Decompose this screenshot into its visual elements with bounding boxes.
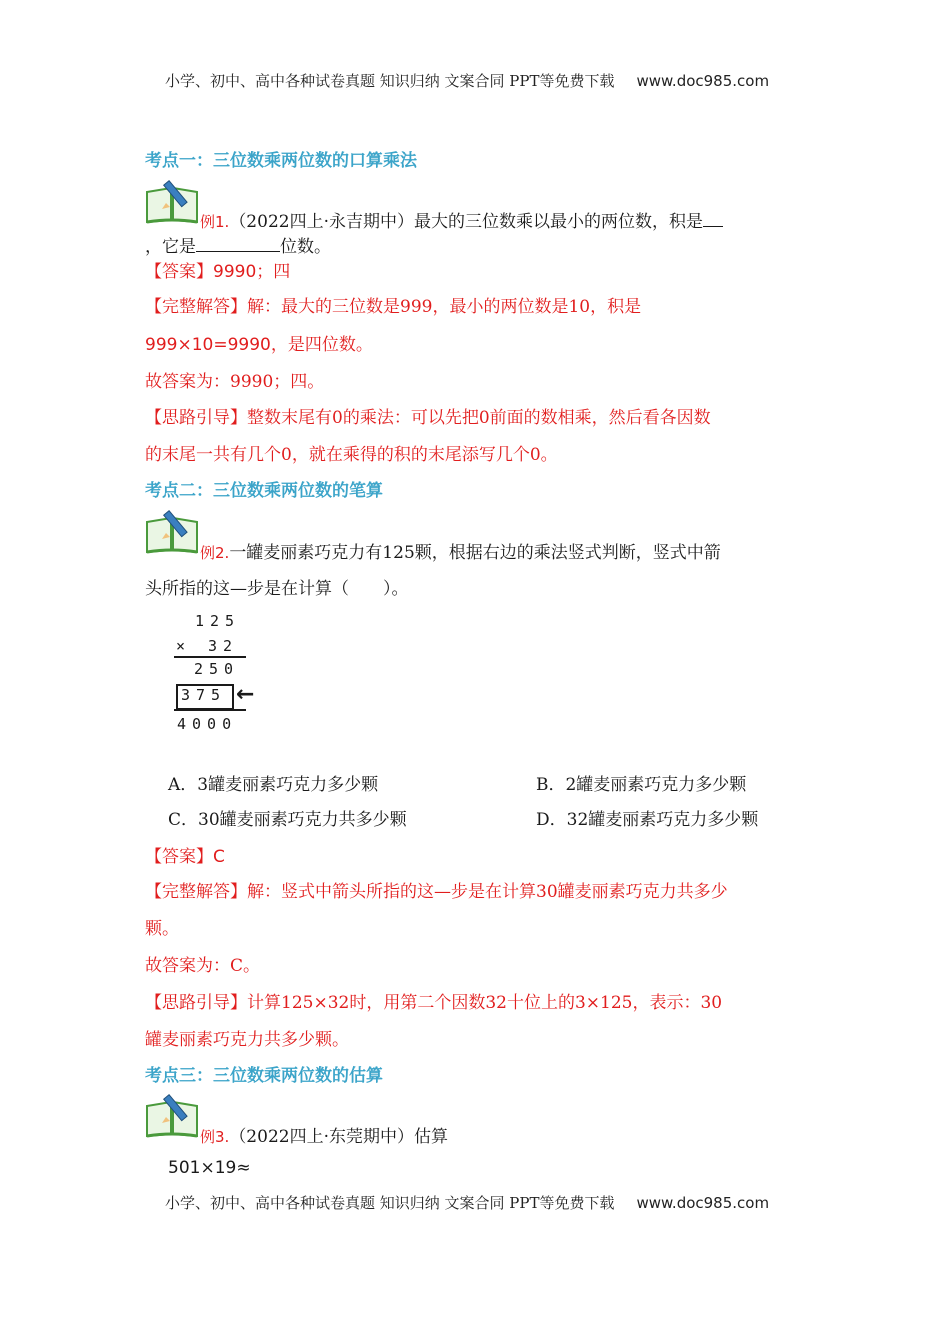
hint-label: 【思路引导】 <box>145 993 247 1013</box>
example-3-expression: 501×19≈ <box>168 1158 251 1178</box>
example-1-question-text-2a: ，它是 <box>145 237 196 257</box>
hint-text: 整数末尾有0的乘法：可以先把0前面的数相乘，然后看各因数 <box>247 408 711 428</box>
example-2-label: 例2. <box>200 544 230 562</box>
page-header <box>165 70 769 91</box>
option-c[interactable]: C．30罐麦丽素巧克力共多少颗 <box>168 810 407 830</box>
page-footer <box>165 1192 769 1213</box>
arrow-left-icon: ← <box>236 682 255 707</box>
multiplicand: 125 <box>195 612 241 630</box>
option-d[interactable]: D．32罐麦丽素巧克力多少颗 <box>536 810 759 830</box>
example-1-blank-1 <box>703 210 723 227</box>
rule-line-1 <box>174 656 246 658</box>
example-1-answer <box>145 257 290 282</box>
answer-label: 【答案】 <box>145 262 213 282</box>
section-title-1: 考点一：三位数乘两位数的口算乘法 <box>145 151 417 171</box>
example-2-answer <box>145 842 225 867</box>
book-pencil-icon <box>144 508 200 554</box>
header-text: 小学、初中、高中各种试卷真题 知识归纳 文案合同 PPT等免费下载 <box>165 72 615 90</box>
example-2-solution-line2: 颗。 <box>145 919 179 939</box>
option-a[interactable]: A．3罐麦丽素巧克力多少颗 <box>168 775 379 795</box>
footer-text: 小学、初中、高中各种试卷真题 知识归纳 文案合同 PPT等免费下载 <box>165 1194 615 1212</box>
rule-line-2 <box>174 709 246 711</box>
solution-label: 【完整解答】 <box>145 882 247 902</box>
example-1-hint-line2: 的末尾一共有几个0，就在乘得的积的末尾添写几个0。 <box>145 445 558 465</box>
example-3-question-line1 <box>200 1122 448 1147</box>
times-sign: × <box>176 637 192 655</box>
answer-label: 【答案】 <box>145 847 213 867</box>
answer-text: 9990；四 <box>213 262 291 282</box>
example-3-label: 例3. <box>200 1128 230 1146</box>
solution-label: 【完整解答】 <box>145 297 247 317</box>
multiplier: 32 <box>208 637 239 655</box>
final-product: 4000 <box>177 715 238 733</box>
example-1-solution-line1 <box>145 292 641 317</box>
book-pencil-icon <box>144 178 200 224</box>
example-3-question-text: （2022四上·东莞期中）估算 <box>229 1127 448 1147</box>
hint-label: 【思路引导】 <box>145 408 247 428</box>
example-2-hint-line2: 罐麦丽素巧克力共多少颗。 <box>145 1030 349 1050</box>
example-2-hint-line1 <box>145 988 722 1013</box>
example-2-question-line1 <box>200 538 721 563</box>
partial-product-2: 375 <box>181 686 227 704</box>
header-site: www.doc985.com <box>636 72 770 90</box>
answer-text: C <box>213 847 225 867</box>
solution-text: 解：竖式中箭头所指的这—步是在计算30罐麦丽素巧克力共多少 <box>247 882 728 902</box>
example-2-solution-line1 <box>145 877 728 902</box>
example-1-question-line1 <box>200 207 723 232</box>
example-1-question-text: （2022四上·永吉期中）最大的三位数乘以最小的两位数，积是 <box>229 212 703 232</box>
example-1-blank-2 <box>196 235 280 252</box>
example-2-question-text: 一罐麦丽素巧克力有125颗，根据右边的乘法竖式判断，竖式中箭 <box>229 543 721 563</box>
section-title-3: 考点三：三位数乘两位数的估算 <box>145 1066 383 1086</box>
example-1-solution-line2: 999×10=9990，是四位数。 <box>145 335 373 355</box>
hint-text: 计算125×32时，用第二个因数32十位上的3×125，表示：30 <box>247 993 723 1013</box>
example-1-label: 例1. <box>200 213 230 231</box>
book-pencil-icon <box>144 1092 200 1138</box>
example-1-question-line2 <box>145 232 331 257</box>
example-1-solution-line3: 故答案为：9990；四。 <box>145 372 325 392</box>
section-title-2: 考点二：三位数乘两位数的笔算 <box>145 481 383 501</box>
example-1-hint-line1 <box>145 403 711 428</box>
example-1-question-text-2b: 位数。 <box>280 237 331 257</box>
solution-text: 解：最大的三位数是999，最小的两位数是10，积是 <box>247 297 642 317</box>
partial-product-1: 250 <box>194 660 240 678</box>
example-2-question-line2: 头所指的这—步是在计算（ ）。 <box>145 579 409 599</box>
example-2-solution-line3: 故答案为：C。 <box>145 956 261 976</box>
option-b[interactable]: B．2罐麦丽素巧克力多少颗 <box>536 775 747 795</box>
footer-site: www.doc985.com <box>636 1194 770 1212</box>
